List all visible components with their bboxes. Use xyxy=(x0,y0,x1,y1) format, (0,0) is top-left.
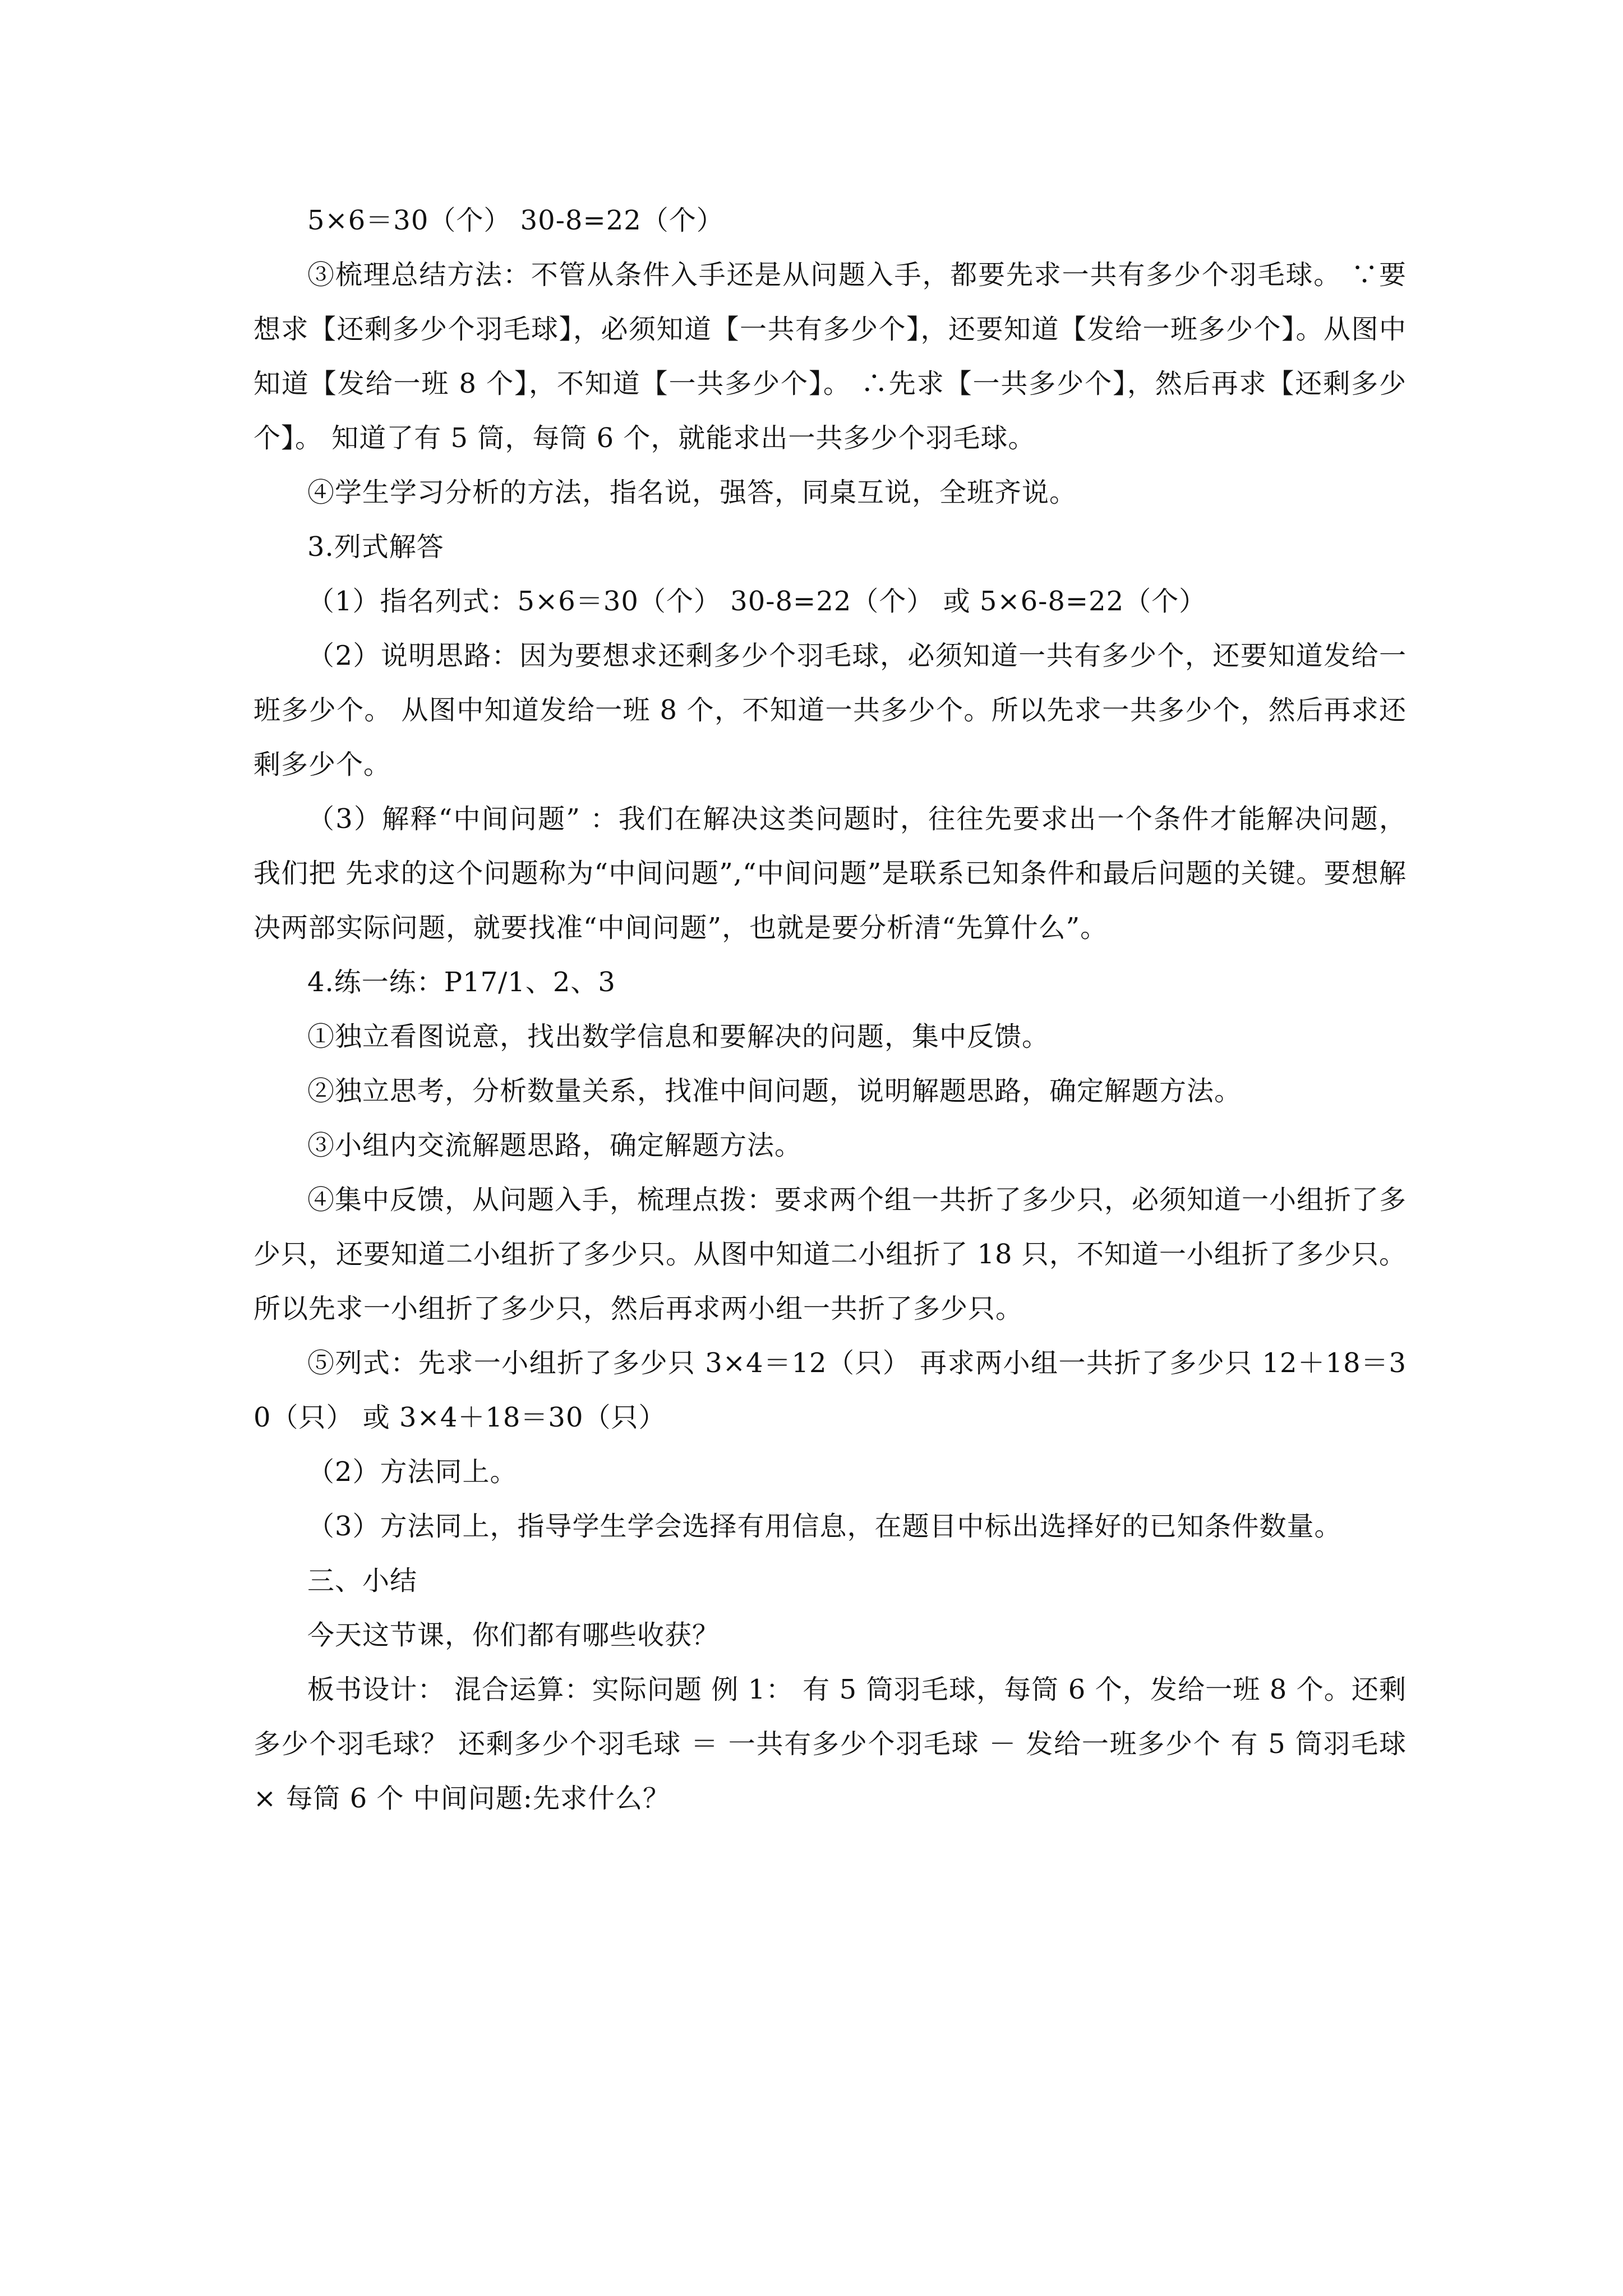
section-heading: 4.练一练：P17/1、2、3 xyxy=(307,967,616,998)
paragraph: ④集中反馈，从问题入手，梳理点拨：要求两个组一共折了多少只，必须知道一小组折了多少只，还要知道二小组折了多少只。从图中知道二小组折了 18 只，不知道一小组折了多少只。所以先求一小组折了多少只，然后再求两小组一共折了多少只。 xyxy=(253,1184,1407,1324)
paragraph: （2）说明思路：因为要想求还剩多少个羽毛球，必须知道一共有多少个，还要知道发给一班多少个。 从图中知道发给一班 8 个，不知道一共多少个。所以先求一共多少个，然后再求还剩多少个。 xyxy=(253,640,1407,780)
paragraph: ②独立思考，分析数量关系，找准中间问题，说明解题思路，确定解题方法。 xyxy=(307,1075,1242,1107)
paragraph: ③小组内交流解题思路，确定解题方法。 xyxy=(307,1130,803,1161)
document-body xyxy=(253,194,1407,1826)
paragraph: 板书设计： 混合运算：实际问题 例 1： 有 5 筒羽毛球，每筒 6 个，发给一班 8 个。还剩多少个羽毛球？ 还剩多少个羽毛球 ＝ 一共有多少个羽毛球 － 发给一班多少个 有 5 筒羽毛球 × 每筒 6 个 中间问题:先求什么？ xyxy=(253,1674,1407,1814)
paragraph: 5×6＝30（个） 30-8=22（个） xyxy=(307,205,724,236)
paragraph: 今天这节课，你们都有哪些收获？ xyxy=(307,1619,720,1651)
paragraph: ①独立看图说意，找出数学信息和要解决的问题，集中反馈。 xyxy=(307,1021,1050,1052)
paragraph: （3）方法同上，指导学生学会选择有用信息，在题目中标出选择好的已知条件数量。 xyxy=(307,1511,1342,1542)
paragraph: ③梳理总结方法：不管从条件入手还是从问题入手，都要先求一共有多少个羽毛球。 ∵要想求【还剩多少个羽毛球】，必须知道【一共有多少个】，还要知道【发给一班多少个】。从图中知道【发给一班 8 个】，不知道【一共多少个】。 ∴先求【一共多少个】，然后再求【还剩多少个】。 知道了有 5 筒，每筒 6 个，就能求出一共多少个羽毛球。 xyxy=(253,259,1407,454)
section-heading: 3.列式解答 xyxy=(307,531,444,563)
paragraph: （2）方法同上。 xyxy=(307,1456,518,1488)
paragraph: ④学生学习分析的方法，指名说，强答，同桌互说，全班齐说。 xyxy=(307,477,1077,508)
section-heading: 三、小结 xyxy=(307,1565,418,1596)
paragraph: ⑤列式：先求一小组折了多少只 3×4＝12（只） 再求两小组一共折了多少只 12＋18＝30（只） 或 3×4＋18＝30（只） xyxy=(253,1347,1407,1433)
paragraph: （1）指名列式：5×6＝30（个） 30-8=22（个） 或 5×6-8=22（个） xyxy=(307,586,1207,617)
paragraph: （3）解释“中间问题” ：我们在解决这类问题时，往往先要求出一个条件才能解决问题，我们把 先求的这个问题称为“中间问题”,“中间问题”是联系已知条件和最后问题的关键。要想解决两部实际问题，就要找准“中间问题”，也就是要分析清“先算什么”。 xyxy=(253,803,1407,944)
